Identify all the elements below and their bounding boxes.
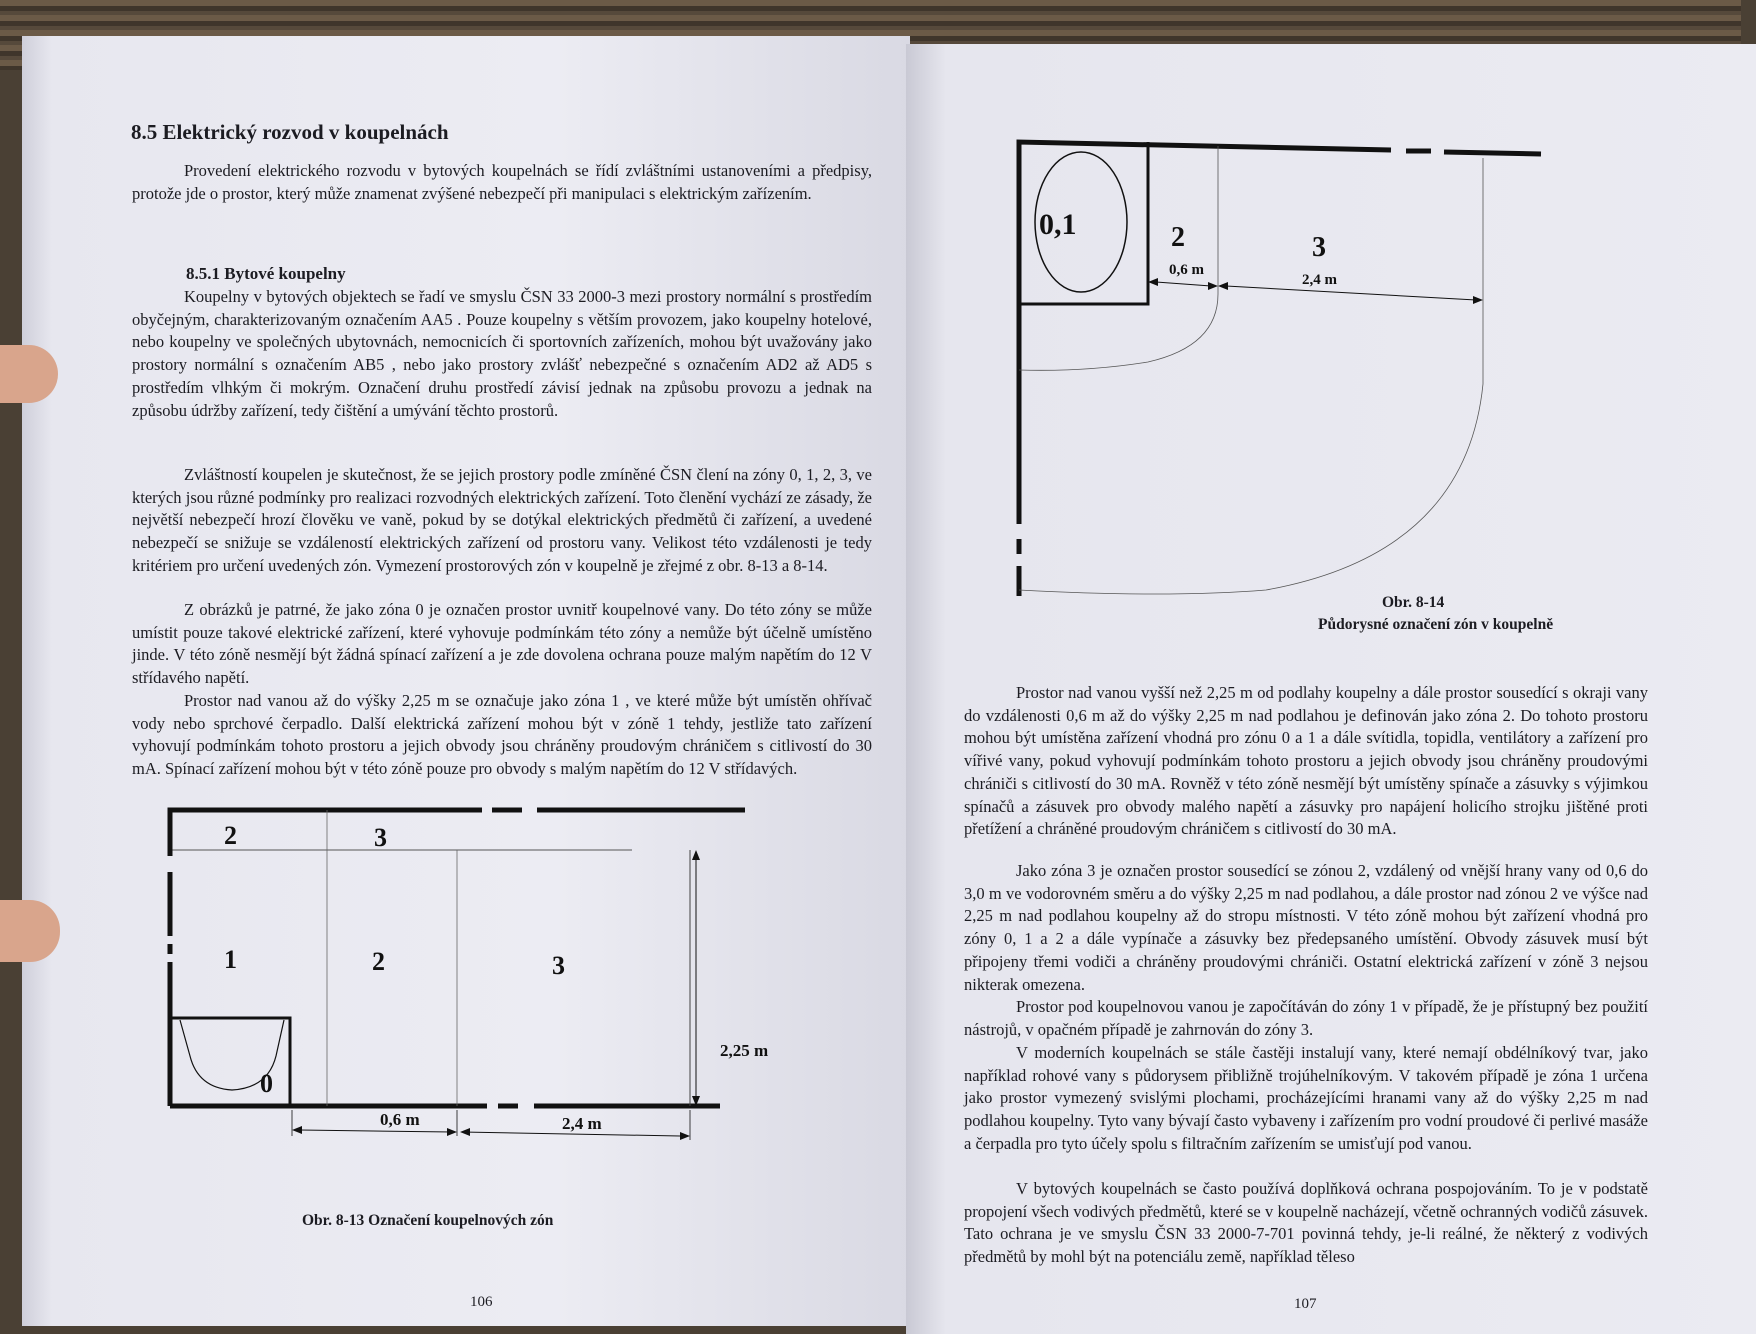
figure-8-14-zones-floorplan	[906, 134, 1546, 634]
dimension-06-label: 0,6 m	[1169, 262, 1204, 278]
dim-line-06	[1156, 282, 1211, 286]
zone-label-3: 3	[552, 951, 565, 980]
dimension-06-label: 0,6 m	[380, 1110, 420, 1129]
dimension-height-label: 2,25 m	[720, 1041, 769, 1060]
figure-8-13-zones-elevation	[162, 806, 769, 1133]
right-paragraph-4: V moderních koupelnách se stále častěji instalují vany, které nemají obdélníkový tvar, jako například rohové vany s půdorysem přibližně trojúhelníkovým. V takovém případě je zóna 1 určena jako prostor vymezený svislými plochami, procházejícími hranami vany až do výšky 2,25 m nad podlahou koupelny. Tyto vany bývají často vybaveny i zařízením pro vodní proudové či perlivé masáže a čerpadla pro tyto účely spolu s filtračním zařízením se umisťují pod vanou.	[964, 1043, 1648, 1153]
zone-label-top-3: 3	[374, 823, 387, 852]
paragraph-1: Koupelny v bytových objektech se řadí ve smyslu ČSN 33 2000-3 mezi prostory normální s prostředím obyčejným, charakterizovaným označením AA5 . Pouze koupelny s větším provozem, jako koupelny hotelové, nebo koupelny ve společných ubytovnách, nemocnicích či sportovních zařízeních, mohou být uvažovány jako prostory normální s označením AB5 , nebo jako prostory zvlášť nebezpečné s označením AD2 až AD5 s prostředím vlhkým či mokrým. Označení druhu prostředí závisí jednak na způsobu provozu a jednak na způsobu údržby zařízení, tedy čištění a umývání těchto prostorů.	[132, 287, 872, 420]
zone-label-3: 3	[1312, 232, 1326, 263]
floor-wall-top	[1019, 142, 1391, 188]
wall-top	[170, 810, 482, 856]
thumb	[0, 345, 58, 403]
figure-8-14-caption-number: Obr. 8-14	[1382, 594, 1445, 611]
left-page	[22, 36, 910, 1326]
zone-label-0-1: 0,1	[1039, 208, 1077, 241]
dim-line-06	[300, 1130, 452, 1132]
dim-line-24	[1226, 286, 1476, 300]
floor-wall-top-right	[1444, 152, 1541, 154]
figure-8-14-caption-title: Půdorysné označení zón v koupelně	[1318, 616, 1554, 633]
zone-label-2: 2	[1171, 222, 1185, 253]
right-paragraph-1: Prostor nad vanou vyšší než 2,25 m od podlahy koupelny a dále prostor sousedící s okraji vany do vzdálenosti 0,6 m až do výšky 2,25 m nad podlahou je definován jako zóna 2. Do tohoto prostoru mohou být umístěna zařízení vhodná pro zónu 0 a 1 a dále svítidla, topidla, ventilátory a zařízení pro vířivé vany, pokud vyhovují podmínkám tohoto prostoru a jejich obvody jsou chráněny proudovými chrániči s citlivostí do 30 mA. Rovněž v této zóně nesmějí být umístěny spínače a zásuvky s výjimkou spínačů a zásuvek pro obvody malého napětí a zásuvky pro napájení holicího strojku jištěné proti přetížení a chráněné proudovým chráničem s citlivostí do 30 mA.	[964, 683, 1648, 839]
right-paragraph-5: V bytových koupelnách se často používá doplňková ochrana pospojováním. To je v podstatě propojení všech vodivých předmětů, které se v koupelně nacházejí, včetně ochranných vodičů zásuvek. Tato ochrana je ve smyslu ČSN 33 2000-7-701 povinná tehdy, je-li reálné, že některý z vodivých předmětů by mohl být na potenciálu země, například těleso	[964, 1179, 1648, 1267]
subsection-title: 8.5.1 Bytové koupelny	[186, 264, 346, 283]
paragraph-4: Prostor nad vanou až do výšky 2,25 m se označuje jako zóna 1 , ve které může být umístěn ohřívač vody nebo sprchové čerpadlo. Další elektrická zařízení mohou být v zóně 1 tehdy, jestliže tato zařízení vyhovují podmínkám tohoto prostoru a jejich obvody jsou chráněny proudovým chráničem s citlivostí do 30 mA. Spínací zařízení mohou být v této zóně pouze pro obvody s malým napětím do 12 V střídavých.	[132, 691, 872, 779]
zone-label-0: 0	[260, 1069, 273, 1098]
finger	[0, 900, 60, 962]
page-number-left: 106	[470, 1294, 493, 1310]
section-title: 8.5 Elektrický rozvod v koupelnách	[131, 120, 449, 144]
right-paragraph-2: Jako zóna 3 je označen prostor sousedící se zónou 2, vzdálený od vnější hrany vany od 0,6 do 3,0 m ve vodorovném směru a do výšky 2,25 m nad podlahou, a dále prostor nad zónou 2 ve výšce nad 2,25 m nad podlahou koupelny až do stropu místnosti. V této zóně mohou být zařízení vhodná pro zóny 0, 1 a 2 a dále vypínače a zásuvky bez předepsaného umístění. Obvody zásuvek musí být připojeny třemi vodiči a chráněny proudovými chrániči. Ostatní elektrická zařízení v zóně 3 nejsou nikterak omezena.	[964, 861, 1648, 994]
page-number-right: 107	[1294, 1296, 1317, 1312]
zone-label-2: 2	[372, 947, 385, 976]
right-paragraph-3: Prostor pod koupelnovou vanou je započítáván do zóny 1 v případě, že je přístupný bez použití nástrojů, v opačném případě je zahrnován do zóny 3.	[964, 997, 1648, 1039]
dimension-24-label: 2,4 m	[562, 1114, 602, 1133]
paragraph-3: Z obrázků je patrné, že jako zóna 0 je označen prostor uvnitř koupelnové vany. Do této zóny se může umístit pouze takové elektrické zařízení, které vyhovuje podmínkám této zóny a nemůže být účelně umístěno jinde. V této zóně nesmějí být žádná spínací zařízení a je zde dovolena ochrana pouze malým napětím do 12 V střídavého napětí.	[132, 600, 872, 688]
zone-label-top-2: 2	[224, 821, 237, 850]
figure-8-13-caption: Obr. 8-13 Označení koupelnových zón	[302, 1212, 554, 1229]
dimension-24-label: 2,4 m	[1302, 272, 1337, 288]
paragraph-2: Zvláštností koupelen je skutečnost, že se jejich prostory podle zmíněné ČSN člení na zóny 0, 1, 2, 3, ve kterých jsou různé podmínky pro realizaci rozvodných elektrických zařízení. Toto členění vychází ze zásady, že největší nebezpečí hrozí člověku ve vaně, pokud by se dotýkal elektrických předmětů či zařízení, a uvedené nebezpečí se snižuje se vzdáleností elektrických zařízení od prostoru vany. Velikost této vzdálenosti je tedy kritériem pro určení uvedených zón. Vymezení prostorových zón v koupelně je zřejmé z obr. 8-13 a 8-14.	[132, 465, 872, 575]
intro-paragraph: Provedení elektrického rozvodu v bytových koupelnách se řídí zvláštními ustanoveními a předpisy, protože jde o prostor, který může znamenat zvýšené nebezpečí při manipulaci s elektrickým zařízením.	[132, 161, 872, 203]
right-page	[906, 44, 1756, 1334]
zone-label-1: 1	[224, 945, 237, 974]
zone-3-arc	[1019, 384, 1483, 594]
